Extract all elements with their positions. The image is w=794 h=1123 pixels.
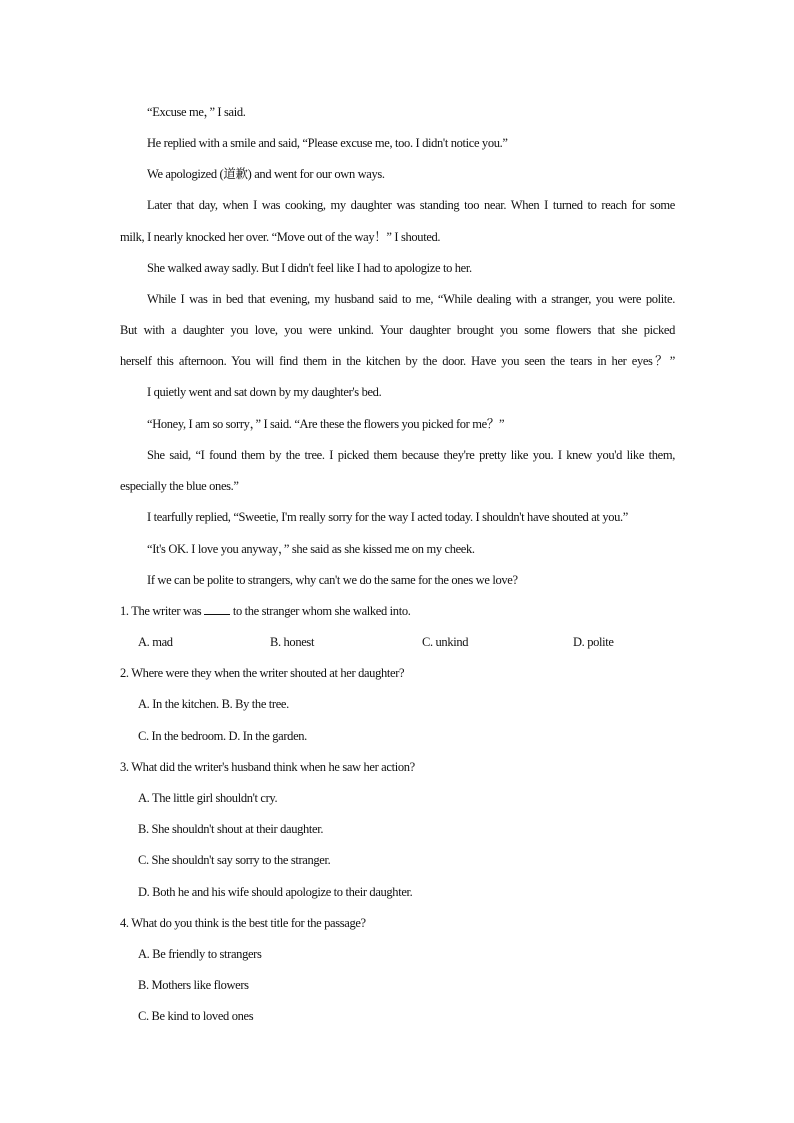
question-2-options-line-2: C. In the bedroom. D. In the garden. [138,729,307,743]
passage-line: especially the blue ones.” [120,479,239,493]
option-a: A. mad [138,635,173,649]
question-2-options-line-1: A. In the kitchen. B. By the tree. [138,697,289,711]
passage-line: If we can be polite to strangers, why can't we do the same for the ones we love? [147,573,518,587]
option-d: D. Both he and his wife should apologize to their daughter. [138,885,413,899]
passage-line: But with a daughter you love, you were unkind. Your daughter brought you some flowers that she picked [120,323,675,337]
passage-line: I quietly went and sat down by my daughter's bed. [147,385,382,399]
option-b: B. She shouldn't shout at their daughter. [138,822,324,836]
passage-line: While I was in bed that evening, my husband said to me, “While dealing with a stranger, you were polite. [147,292,675,306]
passage-line: He replied with a smile and said, “Please excuse me, too. I didn't notice you.” [147,136,508,150]
passage-line: She walked away sadly. But I didn't feel like I had to apologize to her. [147,261,472,275]
passage-line: She said, “I found them by the tree. I picked them because they're pretty like you. I knew you'd like them, [147,448,675,462]
option-d: D. polite [573,635,614,649]
passage-line: milk, I nearly knocked her over. “Move out of the way！” I shouted. [120,230,441,244]
passage-line: “Excuse me，” I said. [147,105,246,119]
option-a: A. The little girl shouldn't cry. [138,791,278,805]
answer-blank [204,603,230,615]
passage-line: I tearfully replied, “Sweetie, I'm really sorry for the way I acted today. I shouldn't have shouted at you.” [147,510,628,524]
question-1-stem [120,603,411,619]
question-1-stem-after: to the stranger whom she walked into. [232,604,411,618]
question-4-stem: 4. What do you think is the best title for the passage? [120,916,366,930]
question-1-stem-before: 1. The writer was [120,604,202,618]
passage-line: Later that day, when I was cooking, my daughter was standing too near. When I turned to reach for some [147,198,675,212]
passage-line: We apologized (道歉) and went for our own ways. [147,167,385,181]
option-a: A. Be friendly to strangers [138,947,262,961]
option-c: C. unkind [422,635,469,649]
option-b: B. honest [270,635,315,649]
option-c: C. Be kind to loved ones [138,1009,254,1023]
option-b: B. Mothers like flowers [138,978,249,992]
option-c: C. She shouldn't say sorry to the stranger. [138,853,331,867]
passage-line: “Honey, I am so sorry，” I said. “Are these the flowers you picked for me？” [147,417,505,431]
question-3-stem: 3. What did the writer's husband think when he saw her action? [120,760,415,774]
question-2-stem: 2. Where were they when the writer shouted at her daughter? [120,666,405,680]
passage-line: herself this afternoon. You will find them in the kitchen by the door. Have you seen the tears in her eyes？” [120,354,675,368]
passage-line: “It's OK. I love you anyway，” she said as she kissed me on my cheek. [147,542,475,556]
